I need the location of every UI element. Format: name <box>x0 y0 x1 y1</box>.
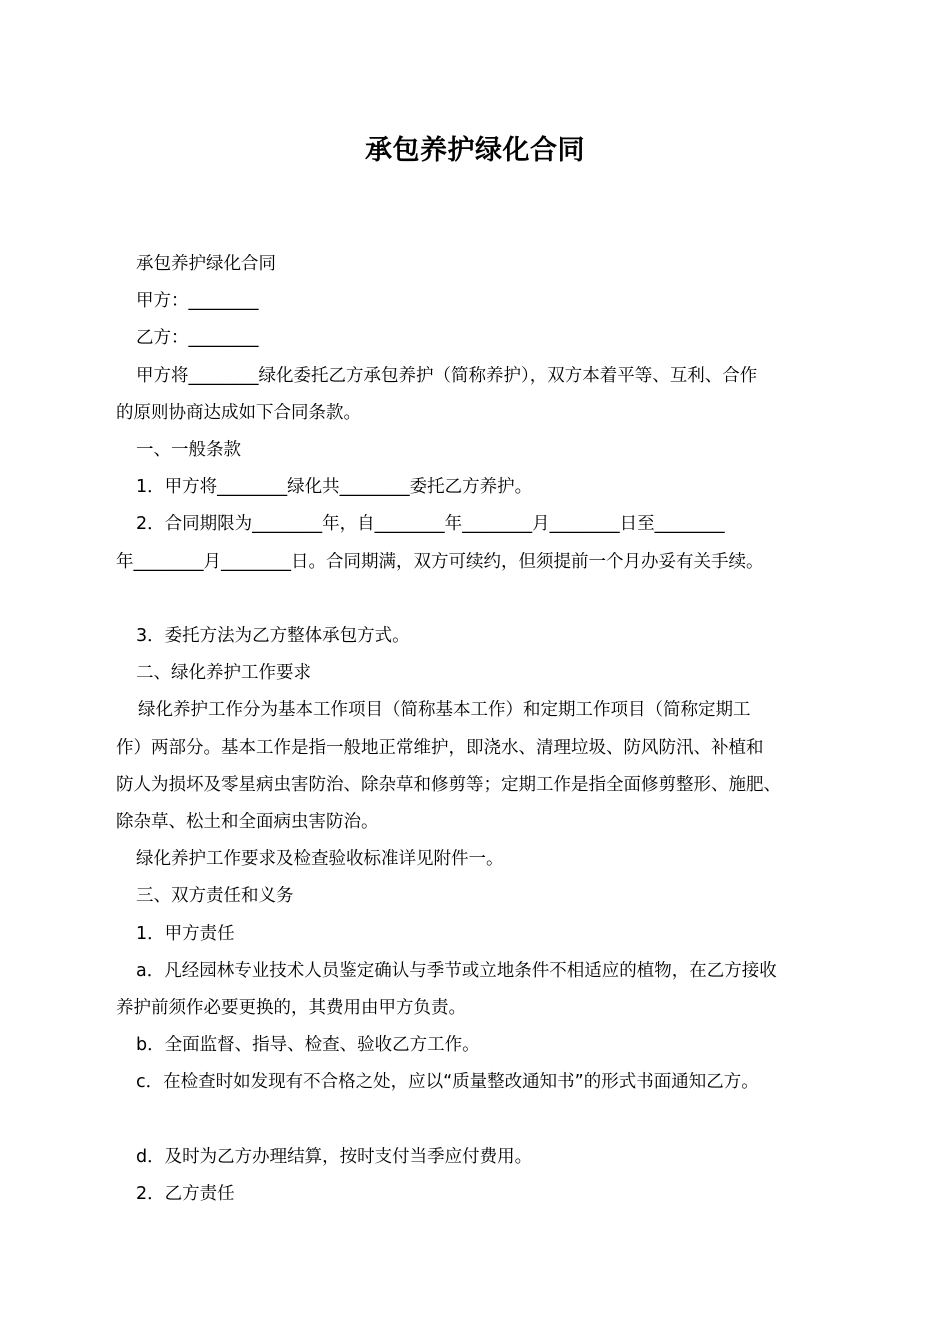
clause-2-line-1: 2．合同期限为________年，自________年________月________日至________ <box>136 514 725 535</box>
duty-b: b．全面监督、指导、检查、验收乙方工作。 <box>136 1035 480 1056</box>
duty-a-line-1: a．凡经园林专业技术人员鉴定确认与季节或立地条件不相适应的植物，在乙方接收 <box>136 960 777 981</box>
intro-paragraph-line-1: 甲方将________绿化委托乙方承包养护（简称养护），双方本着平等、互利、合作 <box>136 365 758 386</box>
party-a-line: 甲方：________ <box>136 291 259 312</box>
paragraph-heading: 承包养护绿化合同 <box>136 254 276 274</box>
clause-2-line-2: 年________月________日。合同期满，双方可续约，但须提前一个月办妥有关手续。 <box>116 551 764 572</box>
requirements-paragraph-line-1: 绿化养护工作分为基本工作项目（简称基本工作）和定期工作项目（简称定期工 <box>138 700 751 721</box>
section-heading-general: 一、一般条款 <box>136 440 241 461</box>
section-heading-requirements: 二、绿化养护工作要求 <box>136 663 311 684</box>
duty-d: d．及时为乙方办理结算，按时支付当季应付费用。 <box>136 1146 533 1167</box>
requirements-paragraph-line-3: 防人为损坏及零星病虫害防治、除杂草和修剪等；定期工作是指全面修剪整形、施肥、 <box>116 774 781 795</box>
blank-line <box>116 1102 856 1139</box>
intro-paragraph-line-2: 的原则协商达成如下合同条款。 <box>116 402 361 423</box>
clause-3: 3．委托方法为乙方整体承包方式。 <box>136 626 410 647</box>
blank-line <box>116 581 856 618</box>
document-title: 承包养护绿化合同 <box>365 135 585 166</box>
duty-c: c．在检查时如发现有不合格之处，应以“质量整改通知书”的形式书面通知乙方。 <box>136 1072 759 1093</box>
duty-a-line-2: 养护前须作必要更换的，其费用由甲方负责。 <box>116 998 466 1019</box>
section-heading-duties: 三、双方责任和义务 <box>136 886 294 907</box>
party-b-line: 乙方：________ <box>136 328 259 349</box>
requirements-paragraph-line-4: 除杂草、松土和全面病虫害防治。 <box>116 812 379 833</box>
party-b-duties-heading: 2．乙方责任 <box>136 1184 235 1205</box>
party-a-duties-heading: 1．甲方责任 <box>136 923 235 944</box>
clause-1: 1．甲方将________绿化共________委托乙方养护。 <box>136 477 533 498</box>
document-body <box>116 246 856 1213</box>
requirements-reference: 绿化养护工作要求及检查验收标准详见附件一。 <box>136 849 504 870</box>
requirements-paragraph-line-2: 作）两部分。基本工作是指一般地正常维护，即浇水、清理垃圾、防风防汛、补植和 <box>116 737 764 758</box>
